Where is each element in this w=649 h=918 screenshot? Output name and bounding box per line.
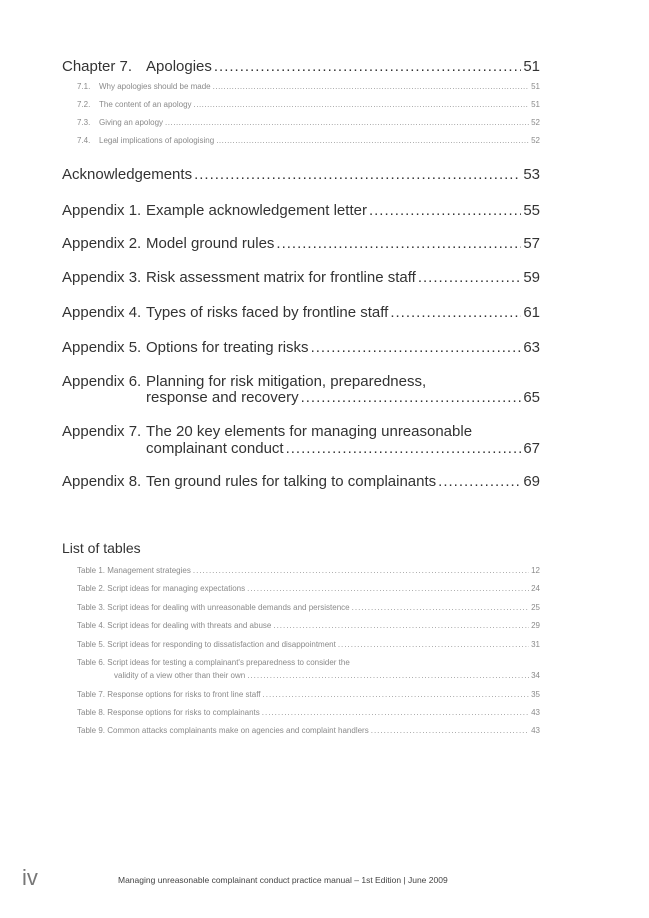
dot-leader [247,584,529,593]
toc-appendix-7-line1[interactable] [62,423,540,440]
toc-table-5[interactable] [77,640,540,649]
dot-leader [214,58,521,75]
section-page: 51 [531,82,540,91]
table-entry-title: Table 9. Common attacks complainants make on agencies and complaint handlers [77,726,369,735]
dot-leader [371,726,529,735]
toc-table-6-line2[interactable] [114,671,540,680]
dot-leader [165,118,529,127]
table-entry-page: 43 [531,726,540,735]
toc-chapter-7[interactable] [62,58,540,75]
toc-table-1[interactable] [77,566,540,575]
appendix-number: Appendix 5. [62,339,142,356]
table-entry-title: Table 8. Response options for risks to complainants [77,708,260,717]
table-entry-title-continued: validity of a view other than their own [114,671,246,680]
toc-table-7[interactable] [77,690,540,699]
table-entry-title: Table 1. Management strategies [77,566,191,575]
toc-appendix-8[interactable] [62,473,540,490]
table-entry-page: 43 [531,708,540,717]
dot-leader [369,202,521,219]
section-title: The content of an apology [99,100,192,109]
appendix-page: 55 [523,202,540,219]
toc-appendix-3[interactable] [62,269,540,286]
appendix-title-continued: response and recovery [146,389,299,406]
dot-leader [418,269,522,286]
dot-leader [193,566,529,575]
table-entry-page: 24 [531,584,540,593]
dot-leader [286,440,522,457]
toc-appendix-2[interactable] [62,235,540,252]
chapter-number: Chapter 7. [62,58,133,75]
table-entry-title: Table 5. Script ideas for responding to dissatisfaction and disappointment [77,640,336,649]
table-entry-page: 34 [531,671,540,680]
appendix-number: Appendix 4. [62,304,142,321]
toc-section-7-4[interactable] [77,136,540,145]
dot-leader [438,473,521,490]
dot-leader [247,671,529,680]
dot-leader [262,708,529,717]
chapter-page: 51 [523,58,540,75]
dot-leader [352,603,529,612]
section-page: 51 [531,100,540,109]
appendix-title: Model ground rules [146,235,275,252]
appendix-page: 67 [523,440,540,457]
dot-leader [390,304,521,321]
footer-text: Managing unreasonable complainant conduct practice manual – 1st Edition | June 2009 [118,875,448,885]
acknowledgements-page: 53 [523,166,540,183]
dot-leader [338,640,529,649]
appendix-title-continued: complainant conduct [146,440,284,457]
dot-leader [273,621,529,630]
appendix-page: 61 [523,304,540,321]
appendix-number: Appendix 6. [62,373,142,390]
toc-appendix-7-line2[interactable] [146,440,540,457]
table-entry-title: Table 7. Response options for risks to front line staff [77,690,261,699]
dot-leader [263,690,530,699]
section-title: Giving an apology [99,118,164,127]
section-title: Why apologies should be made [99,82,211,91]
table-entry-title: Table 2. Script ideas for managing expectations [77,584,246,593]
section-page: 52 [531,118,540,127]
section-title: Legal implications of apologising [99,136,215,145]
appendix-title: Types of risks faced by frontline staff [146,304,389,321]
appendix-page: 59 [523,269,540,286]
toc-appendix-1[interactable] [62,202,540,219]
toc-appendix-5[interactable] [62,339,540,356]
appendix-page: 63 [523,339,540,356]
section-number: 7.1. [77,82,91,91]
dot-leader [216,136,529,145]
appendix-number: Appendix 1. [62,202,142,219]
toc-appendix-4[interactable] [62,304,540,321]
list-of-tables-heading: List of tables [62,540,141,556]
toc-section-7-3[interactable] [77,118,540,127]
page-number: iv [22,865,38,890]
appendix-number: Appendix 3. [62,269,142,286]
section-number: 7.3. [77,118,91,127]
toc-table-4[interactable] [77,621,540,630]
table-entry-title: Table 4. Script ideas for dealing with threats and abuse [77,621,272,630]
appendix-title: Ten ground rules for talking to complainants [146,473,437,490]
section-number: 7.4. [77,136,91,145]
section-page: 52 [531,136,540,145]
dot-leader [194,100,530,109]
appendix-title: Risk assessment matrix for frontline staff [146,269,416,286]
acknowledgements-title: Acknowledgements [62,166,193,183]
appendix-title: Example acknowledgement letter [146,202,367,219]
toc-table-9[interactable] [77,726,540,735]
toc-acknowledgements[interactable] [62,166,540,183]
appendix-page: 69 [523,473,540,490]
dot-leader [311,339,522,356]
dot-leader [194,166,521,183]
appendix-number: Appendix 2. [62,235,142,252]
dot-leader [301,389,522,406]
toc-table-6-line1[interactable] [77,658,540,667]
table-entry-title: Table 6. Script ideas for testing a complainant's preparedness to consider the [77,658,350,667]
table-entry-page: 12 [531,566,540,575]
toc-section-7-2[interactable] [77,100,540,109]
appendix-page: 57 [523,235,540,252]
toc-table-8[interactable] [77,708,540,717]
appendix-number: Appendix 7. [62,423,142,440]
appendix-number: Appendix 8. [62,473,142,490]
toc-section-7-1[interactable] [77,82,540,91]
table-entry-page: 35 [531,690,540,699]
toc-table-3[interactable] [77,603,540,612]
table-entry-page: 31 [531,640,540,649]
dot-leader [213,82,529,91]
dot-leader [276,235,521,252]
section-number: 7.2. [77,100,91,109]
table-entry-page: 25 [531,603,540,612]
appendix-title: Options for treating risks [146,339,309,356]
table-entry-title: Table 3. Script ideas for dealing with unreasonable demands and persistence [77,603,350,612]
toc-appendix-6-line1[interactable] [62,373,540,390]
page-footer [22,865,542,890]
appendix-title: Planning for risk mitigation, preparedness, [146,373,427,390]
table-entry-page: 29 [531,621,540,630]
appendix-page: 65 [523,389,540,406]
toc-appendix-6-line2[interactable] [146,389,540,406]
toc-table-2[interactable] [77,584,540,593]
chapter-title: Apologies [146,58,212,75]
appendix-title: The 20 key elements for managing unreasonable [146,423,473,440]
